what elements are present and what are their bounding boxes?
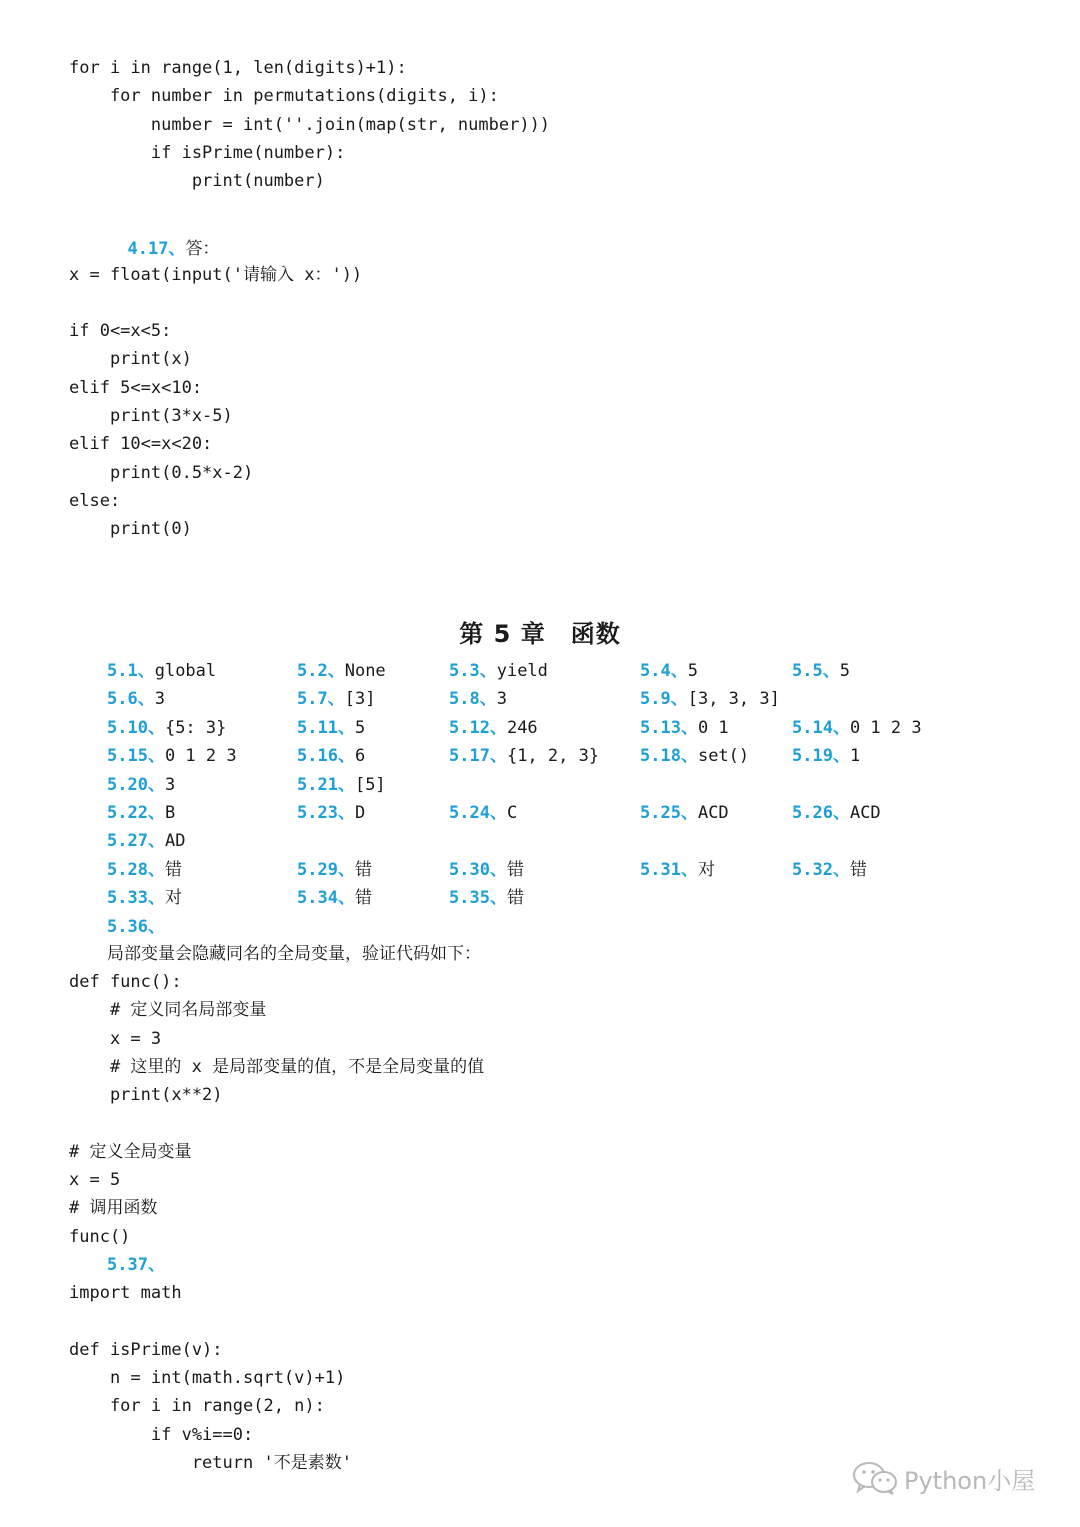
answer-item bbox=[107, 860, 182, 880]
answer-item bbox=[107, 917, 165, 937]
answer-value: 0 1 2 3 bbox=[164, 746, 237, 766]
answer-value: {1, 2, 3} bbox=[506, 746, 600, 766]
code-line: if v%i==0: bbox=[69, 1425, 254, 1445]
answer-item bbox=[449, 888, 524, 908]
code-line: for number in permutations(digits, i): bbox=[69, 86, 499, 106]
answer-number: 5.8、 bbox=[449, 689, 497, 709]
answer-number: 5.27、 bbox=[107, 831, 165, 851]
answer-number: 5.17、 bbox=[449, 746, 507, 766]
answer-number: 5.31、 bbox=[640, 860, 698, 880]
answer-number: 5.12、 bbox=[449, 718, 507, 738]
answer-item bbox=[107, 746, 237, 766]
answer-item bbox=[107, 888, 182, 908]
question-text: 答： bbox=[185, 239, 220, 259]
answer-item bbox=[107, 689, 165, 709]
answer-number: 5.1、 bbox=[107, 661, 155, 681]
answer-item bbox=[449, 860, 524, 880]
answer-number: 5.4、 bbox=[640, 661, 688, 681]
answer-number: 5.6、 bbox=[107, 689, 155, 709]
answer-value: set() bbox=[697, 746, 750, 766]
question-4-17 bbox=[107, 219, 219, 259]
code-line: if 0<=x<5: bbox=[69, 321, 172, 341]
answer-number: 5.2、 bbox=[297, 661, 345, 681]
answer-value: {5: 3} bbox=[164, 718, 227, 738]
code-line: if isPrime(number): bbox=[69, 143, 346, 163]
code-line: # 调用函数 bbox=[69, 1198, 158, 1218]
answer-item bbox=[449, 746, 599, 766]
answer-number: 5.3、 bbox=[449, 661, 497, 681]
answer-number: 5.32、 bbox=[792, 860, 850, 880]
answer-value: 错 bbox=[354, 860, 372, 880]
answer-value: [3, 3, 3] bbox=[687, 689, 780, 709]
answer-value: [5] bbox=[354, 775, 386, 795]
code-line: x = float(input('请输入 x：')) bbox=[69, 265, 363, 285]
answer-value: [3] bbox=[344, 689, 376, 709]
answer-number: 5.15、 bbox=[107, 746, 165, 766]
code-line: print(0) bbox=[69, 519, 192, 539]
answer-item bbox=[792, 718, 922, 738]
answer-value: 3 bbox=[496, 689, 507, 709]
answer-item bbox=[297, 718, 365, 738]
answer-value: B bbox=[164, 803, 176, 823]
answer-number: 5.35、 bbox=[449, 888, 507, 908]
answer-item bbox=[297, 888, 372, 908]
answer-number: 5.28、 bbox=[107, 860, 165, 880]
code-line: elif 10<=x<20: bbox=[69, 434, 213, 454]
answer-number: 5.11、 bbox=[297, 718, 355, 738]
code-line: print(x**2) bbox=[69, 1085, 223, 1105]
answer-item bbox=[640, 661, 698, 681]
answer-value: ACD bbox=[697, 803, 729, 823]
answer-value: 6 bbox=[354, 746, 366, 766]
answer-value: yield bbox=[496, 661, 548, 681]
answer-item bbox=[792, 803, 881, 823]
answer-value: 0 1 2 3 bbox=[849, 718, 922, 738]
answer-number: 5.7、 bbox=[297, 689, 345, 709]
answer-value: 1 bbox=[849, 746, 861, 766]
answer-number: 5.9、 bbox=[640, 689, 688, 709]
answer-value: 3 bbox=[164, 775, 176, 795]
answer-item bbox=[297, 689, 375, 709]
answer-value: 错 bbox=[849, 860, 867, 880]
question-number: 4.17、 bbox=[127, 239, 186, 259]
answer-item bbox=[297, 803, 365, 823]
code-line: import math bbox=[69, 1283, 182, 1303]
answer-number: 5.10、 bbox=[107, 718, 165, 738]
answer-number: 5.29、 bbox=[297, 860, 355, 880]
answer-item bbox=[640, 803, 729, 823]
answer-number: 5.24、 bbox=[449, 803, 507, 823]
code-line: # 这里的 x 是局部变量的值，不是全局变量的值 bbox=[69, 1057, 485, 1077]
answer-item bbox=[107, 718, 226, 738]
answer-value: C bbox=[506, 803, 518, 823]
code-line: x = 3 bbox=[69, 1029, 162, 1049]
answer-number: 5.34、 bbox=[297, 888, 355, 908]
chapter-title: 第 5 章 函数 bbox=[459, 620, 621, 648]
answer-number: 5.36、 bbox=[107, 917, 165, 937]
answer-value: 错 bbox=[506, 860, 524, 880]
answer-item bbox=[297, 860, 372, 880]
answer-number: 5.19、 bbox=[792, 746, 850, 766]
code-line: print(number) bbox=[69, 171, 325, 191]
answer-value: 246 bbox=[506, 718, 538, 738]
answer-item bbox=[640, 860, 715, 880]
answer-number: 5.14、 bbox=[792, 718, 850, 738]
answer-item bbox=[640, 718, 729, 738]
answer-value: AD bbox=[164, 831, 186, 851]
answer-item bbox=[640, 746, 749, 766]
answer-item bbox=[107, 661, 216, 681]
answer-number: 5.21、 bbox=[297, 775, 355, 795]
code-line: number = int(''.join(map(str, number))) bbox=[69, 115, 551, 135]
answer-value: global bbox=[154, 661, 217, 681]
watermark-text: Python小屋 bbox=[904, 1466, 1036, 1495]
answer-value: 对 bbox=[164, 888, 182, 908]
answer-value: D bbox=[354, 803, 366, 823]
answer-number: 5.23、 bbox=[297, 803, 355, 823]
answer-value: 5 bbox=[687, 661, 698, 681]
answer-item bbox=[792, 860, 867, 880]
answer-item bbox=[449, 689, 507, 709]
answer-number: 5.26、 bbox=[792, 803, 850, 823]
answer-value: 错 bbox=[164, 860, 182, 880]
answer-number: 5.18、 bbox=[640, 746, 698, 766]
code-line: # 定义全局变量 bbox=[69, 1142, 192, 1162]
answer-number: 5.30、 bbox=[449, 860, 507, 880]
code-line: for i in range(2, n): bbox=[69, 1396, 325, 1416]
answer-item bbox=[107, 775, 175, 795]
wechat-icon bbox=[852, 1461, 898, 1495]
question-5-37-number: 5.37、 bbox=[107, 1255, 165, 1275]
answer-number: 5.22、 bbox=[107, 803, 165, 823]
answer-item bbox=[792, 746, 860, 766]
code-line: func() bbox=[69, 1227, 131, 1247]
answer-value: 错 bbox=[506, 888, 524, 908]
answer-item bbox=[640, 689, 780, 709]
answer-number: 5.20、 bbox=[107, 775, 165, 795]
answer-item bbox=[107, 803, 175, 823]
answer-value: 5 bbox=[354, 718, 366, 738]
code-line: # 定义同名局部变量 bbox=[69, 1000, 267, 1020]
watermark bbox=[852, 1460, 1035, 1496]
code-line: return '不是素数' bbox=[69, 1453, 352, 1473]
answer-number: 5.16、 bbox=[297, 746, 355, 766]
answer-item bbox=[449, 661, 548, 681]
answer-item bbox=[792, 661, 850, 681]
answer-number: 5.25、 bbox=[640, 803, 698, 823]
answer-item bbox=[297, 661, 386, 681]
code-line: print(0.5*x-2) bbox=[69, 463, 254, 483]
answer-item bbox=[297, 775, 386, 795]
code-line: def isPrime(v): bbox=[69, 1340, 223, 1360]
answer-number: 5.5、 bbox=[792, 661, 840, 681]
answer-number: 5.13、 bbox=[640, 718, 698, 738]
answer-number: 5.33、 bbox=[107, 888, 165, 908]
answer-item bbox=[449, 803, 517, 823]
answer-item bbox=[449, 718, 538, 738]
code-line: for i in range(1, len(digits)+1): bbox=[69, 58, 407, 78]
code-line: x = 5 bbox=[69, 1170, 121, 1190]
answer-item bbox=[107, 831, 185, 851]
answer-value: 3 bbox=[154, 689, 165, 709]
answer-value: 5 bbox=[839, 661, 850, 681]
code-line: def func(): bbox=[69, 972, 182, 992]
code-line: print(x) bbox=[69, 349, 192, 369]
answer-value: 0 1 bbox=[697, 718, 729, 738]
code-line: n = int(math.sqrt(v)+1) bbox=[69, 1368, 346, 1388]
code-line: print(3*x-5) bbox=[69, 406, 233, 426]
answer-value: None bbox=[344, 661, 386, 681]
code-line: else: bbox=[69, 491, 121, 511]
answer-value: ACD bbox=[849, 803, 881, 823]
answer-value: 错 bbox=[354, 888, 372, 908]
answer-value: 对 bbox=[697, 860, 715, 880]
answer-item bbox=[297, 746, 365, 766]
code-line: elif 5<=x<10: bbox=[69, 378, 203, 398]
question-5-36-intro: 局部变量会隐藏同名的全局变量，验证代码如下： bbox=[107, 944, 481, 964]
